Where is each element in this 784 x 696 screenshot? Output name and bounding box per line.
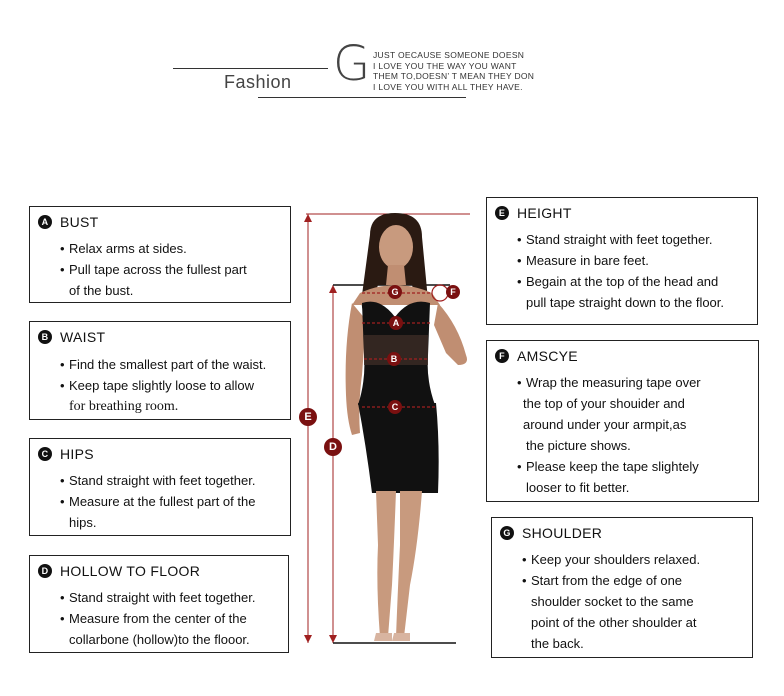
waist-badge: B: [38, 330, 52, 344]
list-item: • Relax arms at sides.: [60, 241, 187, 256]
list-item: • Find the smallest part of the waist.: [60, 357, 267, 372]
list-item: hips.: [69, 515, 97, 530]
brand-letter: G: [333, 36, 371, 92]
bust-title-text: BUST: [60, 214, 99, 230]
list-item: the back.: [531, 636, 584, 651]
hips-badge: C: [38, 447, 52, 461]
list-item: • Stand straight with feet together.: [60, 473, 256, 488]
right-leg: [396, 491, 422, 637]
list-item: • Keep your shoulders relaxed.: [522, 552, 701, 567]
list-item: • Begain at the top of the head and: [517, 274, 719, 289]
height-title-text: HEIGHT: [517, 205, 572, 221]
neck: [386, 265, 406, 285]
left-shoe: [374, 633, 392, 641]
model-figure: [300, 205, 490, 655]
list-item: the picture shows.: [526, 438, 631, 453]
marker-b: B: [387, 352, 401, 366]
list-item: point of the other shoulder at: [531, 615, 697, 630]
shoulder-badge: G: [500, 526, 514, 540]
hips-title-text: HIPS: [60, 446, 94, 462]
hollow-badge: D: [38, 564, 52, 578]
marker-d: D: [324, 438, 342, 456]
list-item: collarbone (hollow)to the flooor.: [69, 632, 250, 647]
right-arm: [434, 303, 467, 365]
list-item: of the bust.: [69, 283, 134, 298]
right-shoe: [392, 633, 410, 641]
list-item: the top of your shouider and: [523, 396, 685, 411]
list-item: • Stand straight with feet together.: [517, 232, 713, 247]
marker-f: F: [446, 285, 460, 299]
list-item: • Pull tape across the fullest part: [60, 262, 247, 277]
quote-line: I LOVE YOU WITH ALL THEY HAVE.: [373, 81, 523, 92]
list-item: for breathing room.: [69, 399, 179, 414]
shoulder-title-text: SHOULDER: [522, 525, 603, 541]
brand-word: Fashion: [224, 72, 292, 92]
marker-a: A: [389, 316, 403, 330]
left-leg: [376, 491, 396, 637]
waist-title-text: WAIST: [60, 329, 106, 345]
face: [379, 225, 413, 269]
marker-c: C: [388, 400, 402, 414]
list-item: looser to fit better.: [526, 480, 630, 495]
quote-line: I LOVE YOU THE WAY YOU WANT: [373, 60, 517, 71]
marker-g: G: [388, 285, 402, 299]
quote-line: JUST OECAUSE SOMEONE DOESN: [373, 50, 525, 60]
list-item: • Measure in bare feet.: [517, 253, 649, 268]
list-item: • Wrap the measuring tape over: [517, 375, 701, 390]
list-item: • Stand straight with feet together.: [60, 590, 256, 605]
list-item: • Please keep the tape slightely: [517, 459, 699, 474]
hollow-title-text: HOLLOW TO FLOOR: [60, 563, 201, 579]
amscye-badge: F: [495, 349, 509, 363]
list-item: • Measure from the center of the: [60, 611, 247, 626]
list-item: • Keep tape slightly loose to allow: [60, 378, 255, 393]
list-item: around under your armpit,as: [523, 417, 687, 432]
bust-badge: A: [38, 215, 52, 229]
list-item: pull tape straight down to the floor.: [526, 295, 725, 310]
dress-skirt: [358, 403, 439, 493]
list-item: • Start from the edge of one: [522, 573, 683, 588]
list-item: • Measure at the fullest part of the: [60, 494, 256, 509]
marker-e: E: [299, 408, 317, 426]
quote-line: THEM TO,DOESN’ T MEAN THEY DON: [373, 71, 535, 81]
amscye-title-text: AMSCYE: [517, 348, 578, 364]
list-item: shoulder socket to the same: [531, 594, 694, 609]
height-badge: E: [495, 206, 509, 220]
